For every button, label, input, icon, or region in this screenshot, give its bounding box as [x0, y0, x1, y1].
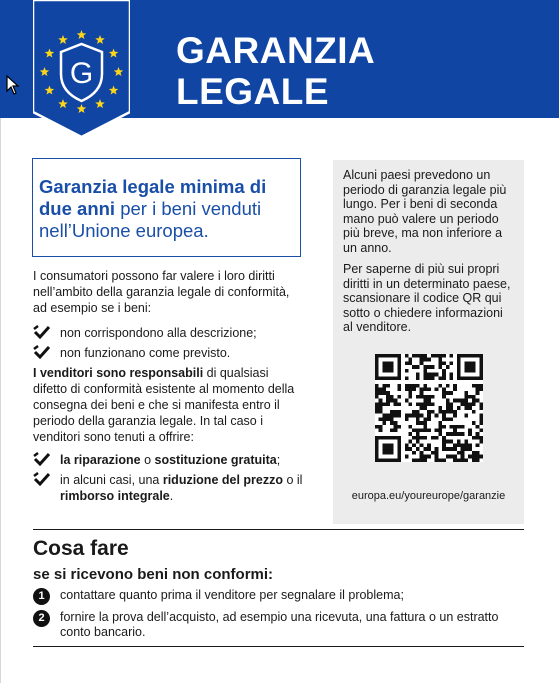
shield-letter: G [69, 57, 94, 90]
checkmark-icon [33, 472, 51, 486]
sidebar-paragraph-2: Per saperne di più sui propri diritti in un determinato paese, scansionare il codice QR qui sotto o chiedere informazioni al venditore. [343, 262, 511, 334]
eu-guarantee-shield-icon [33, 0, 130, 138]
step-number-icon: 1 [33, 588, 50, 605]
checkmark-icon [33, 325, 51, 339]
title-line-2: LEGALE [176, 71, 330, 112]
info-sidebar [333, 160, 524, 524]
title-line-1: GARANZIA [176, 30, 376, 71]
step-item: 1 contattare quanto prima il venditore per segnalare il problema; [33, 588, 524, 603]
step-item: 2 fornire la prova dell’acquisto, ad esempio una ricevuta, una fattura o un estratto conto bancario. [33, 610, 524, 640]
divider [33, 646, 524, 647]
responsibility-text: I venditori sono responsabili di qualsiasi difetto di conformità esistente al momento della consegna dei beni e che si manifesta entro il periodo della garanzia legale. In tal caso i venditori sono tenuti a offrire: [33, 366, 295, 444]
mouse-cursor-icon [6, 75, 20, 95]
step-number-icon: 2 [33, 610, 50, 627]
header-banner [0, 0, 559, 118]
list-item: non corrispondono alla descrizione; [33, 325, 308, 341]
section-subtitle: se si ricevono beni non conformi: [33, 566, 274, 583]
guarantee-callout [32, 158, 301, 257]
divider [33, 529, 524, 530]
callout-bold: Garanzia legale minima di due anni [39, 176, 267, 219]
qr-code-icon[interactable] [375, 354, 483, 462]
list-item: in alcuni casi, una riduzione del prezzo o il rimborso integrale. [33, 472, 308, 504]
info-url[interactable]: europa.eu/youreurope/garanzie [351, 490, 506, 502]
page-title [176, 30, 375, 112]
callout-rest: per i beni venduti nell’Unione europea. [39, 198, 262, 241]
conditions-list [33, 325, 308, 365]
steps-list [33, 588, 524, 647]
section-title: Cosa fare [33, 537, 129, 560]
checkmark-icon [33, 345, 51, 359]
remedies-list [33, 452, 308, 508]
checkmark-icon [33, 452, 51, 466]
intro-text: I consumatori possono far valere i loro diritti nell’ambito della garanzia legale di conformità, ad esempio se i beni: [33, 269, 290, 315]
list-item: non funzionano come previsto. [33, 345, 308, 361]
sidebar-paragraph-1: Alcuni paesi prevedono un periodo di garanzia legale più lungo. Per i beni di seconda mano può valere un periodo più breve, ma non inferiore a un anno. [343, 168, 507, 255]
list-item: la riparazione o sostituzione gratuita; [33, 452, 308, 468]
